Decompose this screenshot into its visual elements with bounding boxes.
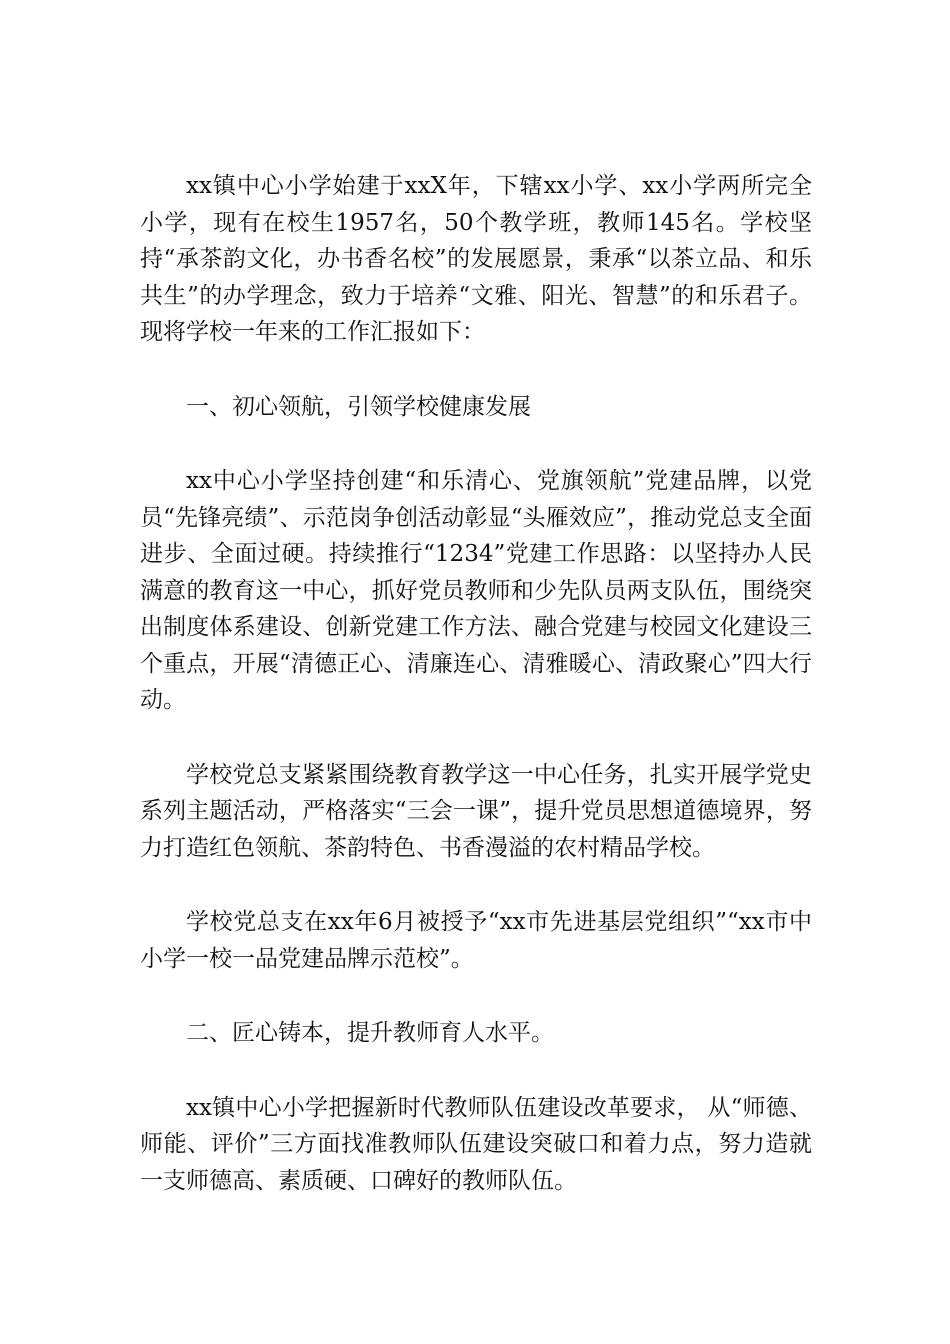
section-heading-2: 二、匠心铸本，提升教师育人水平。 [186, 1020, 554, 1046]
award-paragraph: 学校党总支在xx年6月被授予“xx市先进基层党组织”“xx市中小学一校一品党建品牌示范校”。 [140, 909, 812, 972]
section-heading-1: 一、初心领航，引领学校健康发展 [186, 393, 531, 420]
document-page [140, 168, 812, 1237]
party-building-paragraph: xx中心小学坚持创建“和乐清心、党旗领航”党建品牌，以党员“先锋亮绩”、示范岗争创活动彰显“头雁效应”，推动党总支全面进步、全面过硬。持续推行“1234”党建工作思路：以坚持办人民满意的教育这一中心，抓好党员教师和少先队员两支队伍，围绕突出制度体系建设、创新党建工作方法、融合党建与校园文化建设三个重点，开展“清德正心、清廉连心、清雅暖心、清政聚心”四大行动。 [140, 468, 812, 713]
intro-paragraph: xx镇中心小学始建于xxX年，下辖xx小学、xx小学两所完全小学，现有在校生1957名，50个教学班，教师145名。学校坚持“承茶韵文化，办书香名校”的发展愿景，秉承“以茶立品、和乐共生”的办学理念，致力于培养“文雅、阳光、智慧”的和乐君子。现将学校一年来的工作汇报如下： [140, 173, 812, 345]
teacher-team-paragraph: xx镇中心小学把握新时代教师队伍建设改革要求， 从“师德、师能、评价”三方面找准教师队伍建设突破口和着力点，努力造就一支师德高、素质硬、口碑好的教师队伍。 [140, 1094, 812, 1194]
party-branch-paragraph: 学校党总支紧紧围绕教育教学这一中心任务，扎实开展学党史系列主题活动，严格落实“三会一课”，提升党员思想道德境界，努力打造红色领航、茶韵特色、书香漫溢的农村精品学校。 [140, 761, 812, 861]
